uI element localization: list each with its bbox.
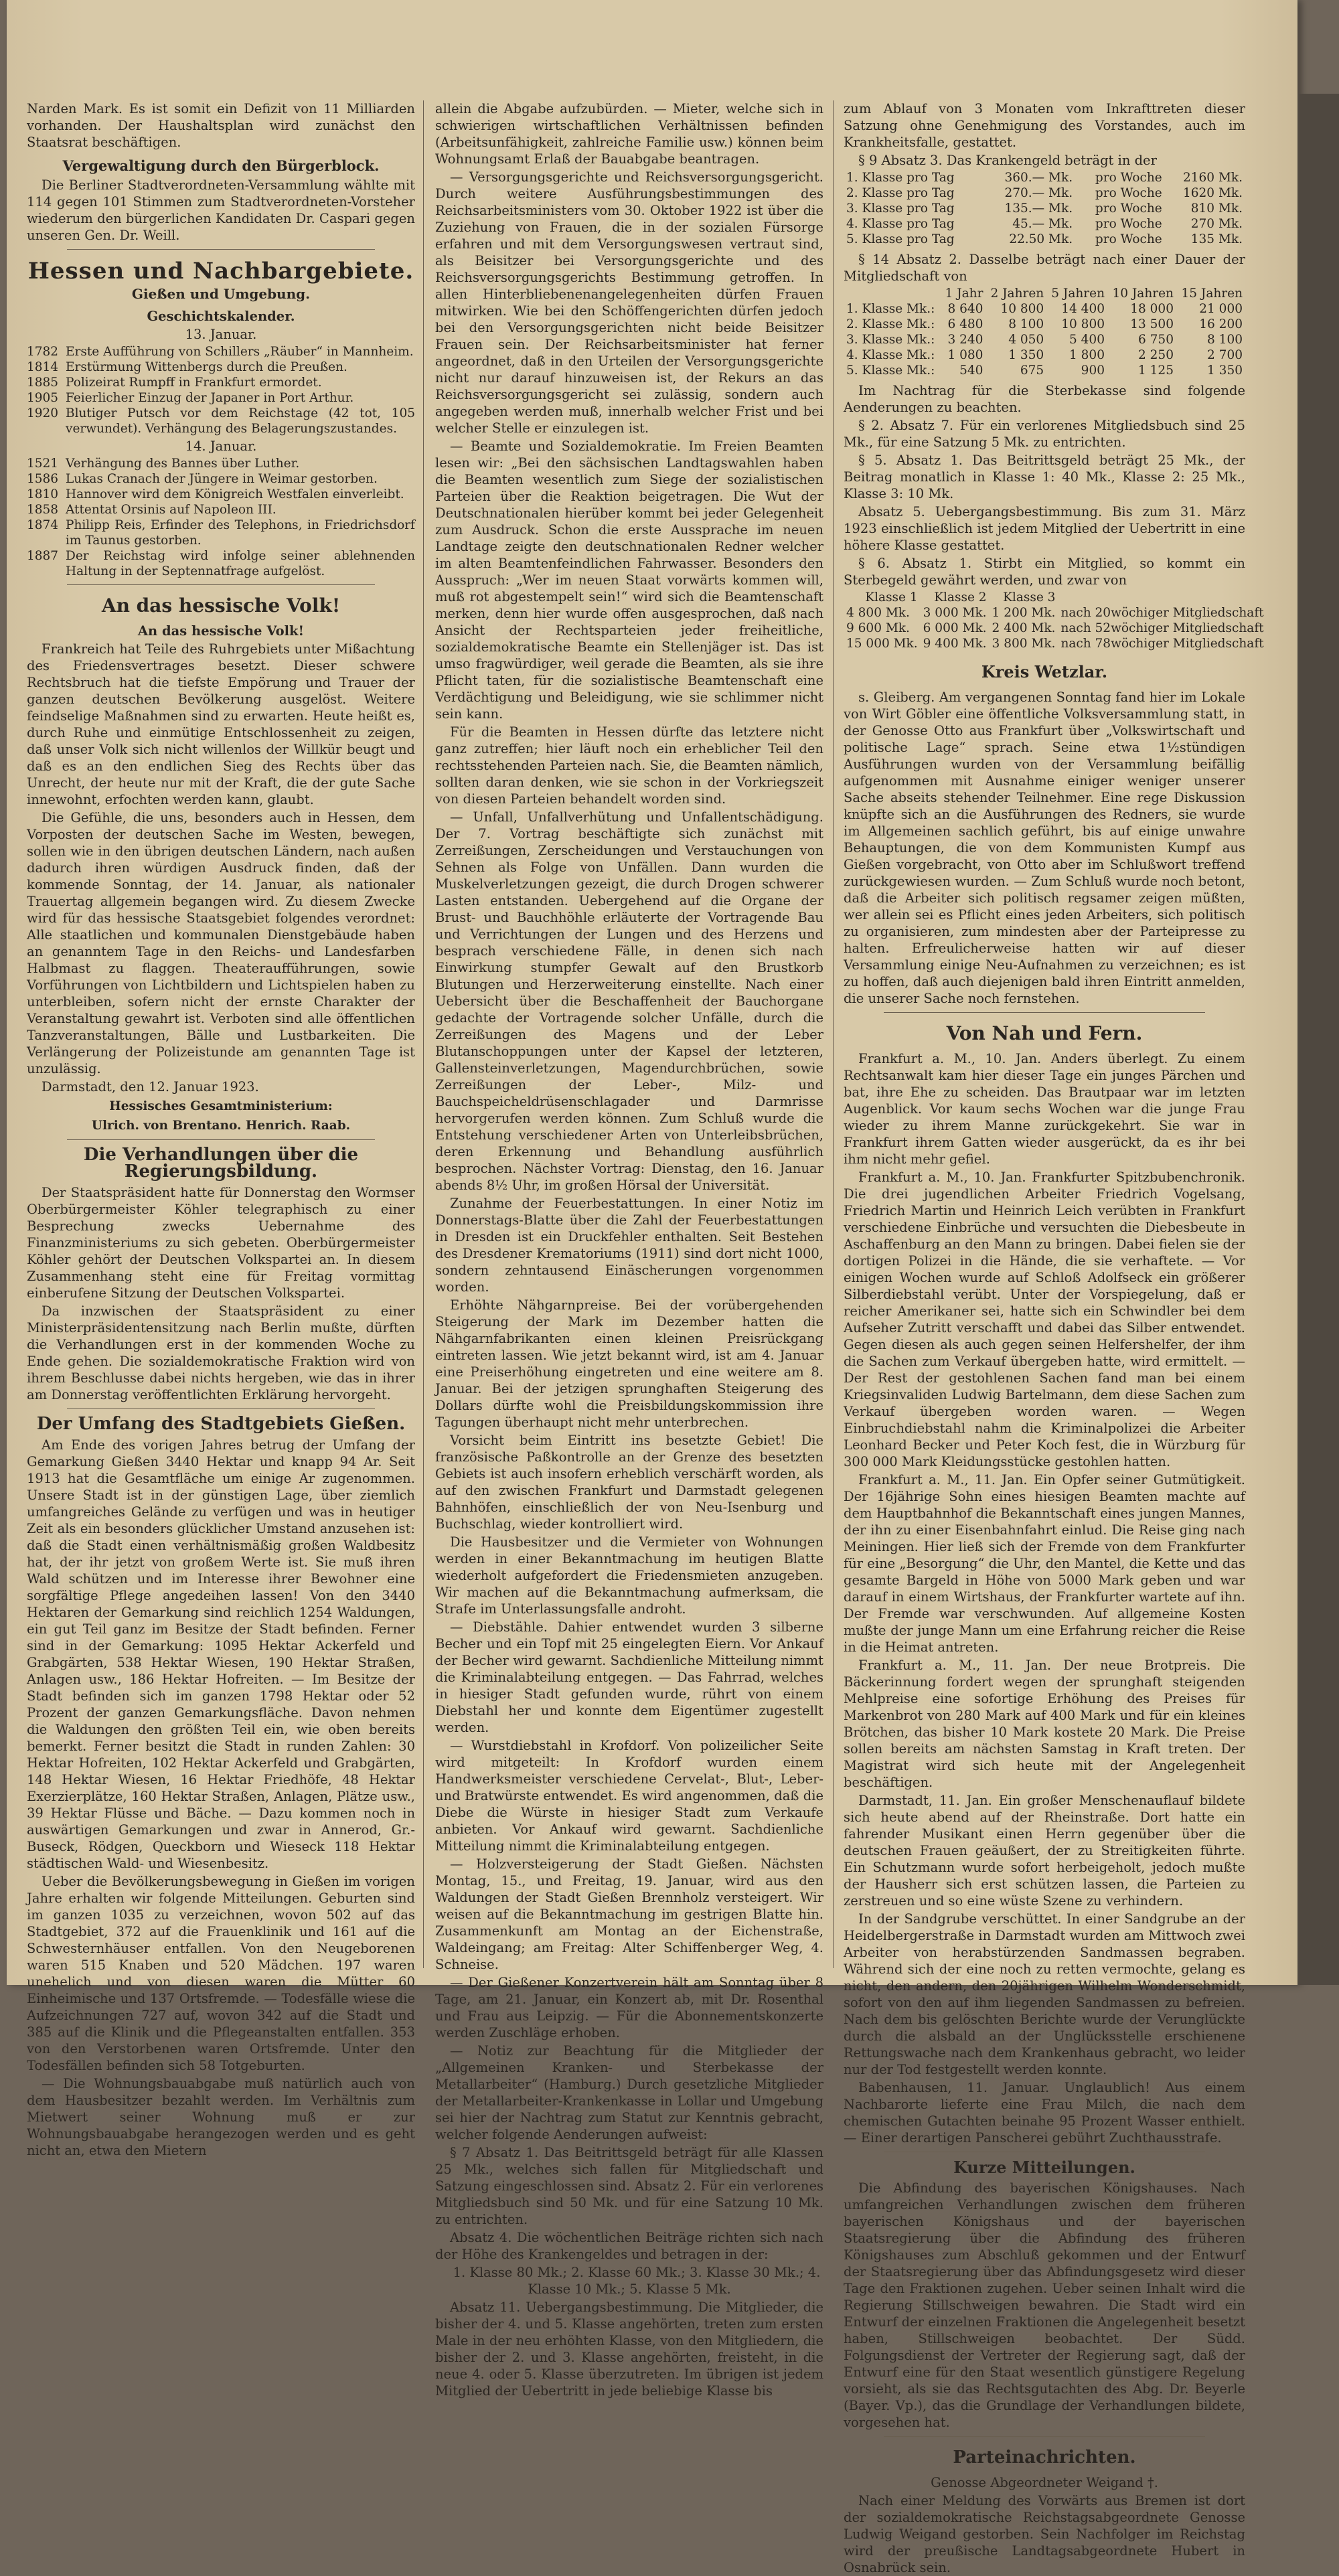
column-rule <box>423 100 424 1968</box>
subheading-weigand: Genosse Abgeordneter Weigand †. <box>931 2475 1158 2490</box>
staffel-table <box>844 286 1245 378</box>
text-c2-16: Absatz 4. Die wöchentlichen Beiträge richten sich nach der Höhe des Krankengeldes und betragen in der: <box>435 2230 823 2262</box>
table-cell: 10 800 <box>1061 317 1105 331</box>
table-header-cell <box>1058 590 1266 605</box>
calendar-event: Lukas Cranach der Jüngere in Weimar gestorben. <box>66 472 378 486</box>
table-cell: 3 000 Mk. <box>923 606 987 620</box>
table-row <box>844 170 1245 185</box>
text-c2-1: allein die Abgabe aufzubürden. — Mieter, welche sich in schwierigen wirtschaftlichen Verhältnissen befinden (Arbeitsunfähigkeit, zahlreiche Familie usw.) können beim Wohnungsamt Erlaß der Bauabgabe beantragen. <box>435 101 823 167</box>
text-c3-4: Im Nachtrag für die Sterbekasse sind folgende Aenderungen zu beachten. <box>844 383 1245 415</box>
text-buergerblock: Die Berliner Stadtverordneten-Versammlung wählte mit 114 gegen 101 Stimmen zum Stadtverordneten-Vorsteher wiederum den bürgerlichen Kandidaten Dr. Caspari gegen unseren Gen. Dr. Weill. <box>27 177 415 243</box>
table-cell: 1. Klasse pro Tag <box>846 171 955 185</box>
text-c3-1: zum Ablauf von 3 Monaten vom Inkrafttreten dieser Satzung ohne Genehmigung des Vorstandes, auch im Krankheitsfalle, gestattet. <box>844 101 1245 150</box>
table-header-row <box>844 590 1267 605</box>
divider <box>67 584 375 585</box>
calendar-event: Polizeirat Rumpff in Frankfurt ermordet. <box>66 376 322 390</box>
calendar-event: Blutiger Putsch vor dem Reichstage (42 tot, 105 verwundet). Verhängung des Belagerungszustandes. <box>66 406 415 436</box>
heading-hessisches-volk: An das hessische Volk! <box>101 594 341 617</box>
table-cell: 22.50 Mk. <box>1009 232 1073 246</box>
table-cell: 8 100 <box>1207 333 1243 347</box>
divider <box>884 1012 1205 1013</box>
text-stadt-1: Am Ende des vorigen Jahres betrug der Umfang der Gemarkung Gießen 3440 Hektar und knapp 94 Ar. Seit 1913 hat die Gesamtfläche um einige Ar zugenommen. Unsere Stadt ist in der günstigen Lage, über ziemlich umfangreiches Gelände zu verfügen und was in heutiger Zeit als ein besonders glücklicher Umstand anzusehen ist: daß die Stadt einen verhältnismäßig großen Waldbesitz hat, der ihr jetzt von großem Werte ist. Sie muß ihren Wald schützen und im Interesse ihrer Bewohner eine sorgfältige Pflege angedeihen lassen! Von den 3440 Hektaren der Gemarkung sind reichlich 1254 Waldungen, ein gut Teil ganz im Besitze der Stadt befinden. Ferner sind in der Gemarkung: 1095 Hektar Ackerfeld und Grabgärten, 538 Hektar Wiesen, 190 Hektar Straßen, Anlagen usw., 186 Hektar Hofreiten. — Im Besitze der Stadt befinden sich im ganzen 1798 Hektar oder 52 Prozent der ganzen Gemarkungsfläche. Davon nehmen die Waldungen den größten Teil ein, wie oben bereits bemerkt. Ferner besitzt die Stadt in runden Zahlen: 30 Hektar Hofreiten, 102 Hektar Ackerfeld und Grabgärten, 148 Hektar Wiesen, 16 Hektar Friedhöfe, 48 Hektar Exerzierplätze, 160 Hektar Straßen, Anlagen, Plätze usw., 39 Hektar Flüsse und Bäche. — Dazu kommen noch in auswärtigen Gemarkungen und zwar in Annerod, Gr.-Buseck, Rödgen, Queckborn und Wieseck 118 Hektar städtischen Wald- und Wiesenbesitz. <box>27 1437 415 1871</box>
text-c3-7: Absatz 5. Uebergangsbestimmung. Bis zum 31. März 1923 einschließlich ist jedem Mitglied der Uebertritt in eine höhere Klasse gestattet. <box>844 504 1245 553</box>
text-partei: Nach einer Meldung des Vorwärts aus Bremen ist dort der sozialdemokratische Reichstagsabgeordnete Genosse Ludwig Weigand gestorben. Sein Nachfolger im Reichstag wird der preußische Landtagsabgeordnete Hubert in Osnabrück sein. <box>844 2493 1245 2575</box>
table-cell: 5 400 <box>1069 333 1105 347</box>
table-row <box>844 332 1245 347</box>
heading-regierungsbildung: Die Verhandlungen über die Regierungsbildung. <box>83 1145 359 1182</box>
signature-ministerium: Hessisches Gesamtministerium: <box>109 1099 333 1113</box>
calendar-year: 1885 <box>27 376 59 390</box>
table-cell: pro Woche <box>1095 171 1162 185</box>
table-cell: pro Woche <box>1095 232 1162 246</box>
divider <box>67 1139 375 1140</box>
table-row <box>844 216 1245 232</box>
table-cell: 6 750 <box>1138 333 1174 347</box>
table-cell: 13 500 <box>1130 317 1174 331</box>
table-row <box>844 621 1267 636</box>
table-cell: 3. Klasse Mk.: <box>846 333 935 347</box>
table-cell: 3 800 Mk. <box>992 637 1056 651</box>
table-cell: 4. Klasse Mk.: <box>846 348 935 362</box>
calendar-year: 1586 <box>27 472 59 486</box>
table-cell: nach 20wöchiger Mitgliedschaft <box>1060 606 1264 620</box>
sterbegeld-table <box>844 590 1267 651</box>
calendar-event: Verhängung des Bannes über Luther. <box>66 457 300 471</box>
column-1 <box>27 100 415 2158</box>
calendar-event: Der Reichstag wird infolge seiner ablehnenden Haltung in der Septennatfrage aufgelöst. <box>66 549 415 578</box>
table-cell: nach 78wöchiger Mitgliedschaft <box>1060 637 1264 651</box>
text-stadt-2: Ueber die Bevölkerungsbewegung in Gießen im vorigen Jahre erhalten wir folgende Mitteilungen. Geburten sind im ganzen 1035 zu verzeichnen, wovon 502 auf das Stadtgebiet, 372 auf die Frauenklinik und 161 auf die Schwesternhäuser entfallen. Von den Neugeborenen waren 515 Knaben und 520 Mädchen. 197 waren unehelich und von diesen waren die Mütter 60 Einheimische und 137 Ortsfremde. — Todesfälle wiese die Aufzeichnungen 727 auf, wovon 342 auf die Stadt und 385 auf die Klinik und die Pflegeanstalten entfallen. 353 von den Verstorbenen waren Ortsfremde. Unter den Todesfällen befinden sich 58 Totgeburten. <box>27 1874 415 2073</box>
text-volk-1: Frankreich hat Teile des Ruhrgebiets unter Mißachtung des Friedensvertrages besetzt. Dieser schwere Rechtsbruch hat die tiefste Empörung und Trauer der ganzen deutschen Bevölkerung ausgelöst. Weitere feindselige Maßnahmen sind zu erwarten. Heute heißt es, durch Ruhe und einmütige Entschlossenheit zu zeigen, daß unser Volk sich nicht willenlos der Willkür beugt und daß es an den endlichen Sieg des Rechts über das Unrecht, der heute nur mit der Kraft, die der gute Sache innewohnt, erfochten werden kann, glaubt. <box>27 641 415 807</box>
divider <box>67 249 375 250</box>
table-header-row <box>844 286 1245 301</box>
heading-stadtgebiet: Der Umfang des Stadtgebiets Gießen. <box>36 1414 406 1434</box>
calendar-entry <box>27 359 415 375</box>
calendar-entry <box>27 344 415 359</box>
table-cell: 6 480 <box>947 317 983 331</box>
heading-nah-und-fern: Von Nah und Fern. <box>946 1022 1143 1044</box>
table-cell: 8 640 <box>947 302 983 316</box>
table-row <box>844 317 1245 332</box>
text-stadt-3: — Die Wohnungsbauabgabe muß natürlich auch von dem Hausbesitzer bezahlt werden. Im Verhältnis zum Mietwert seiner Wohnung muß er zur Wohnungsbauabgabe herangezogen werden und es geht nicht an, etwa den Mietern <box>27 2076 415 2158</box>
table-cell: 135.— Mk. <box>1004 202 1073 216</box>
table-cell: 16 200 <box>1199 317 1243 331</box>
table-cell: 2. Klasse Mk.: <box>846 317 935 331</box>
table-cell: pro Woche <box>1095 202 1162 216</box>
calendar-entry <box>27 375 415 390</box>
table-header-cell: 1 Jahr <box>945 287 983 301</box>
text-regierung-2: Da inzwischen der Staatspräsident zu einer Ministerpräsidentensitzung nach Berlin mußte, dürften die Verhandlungen erst in der kommenden Woche zu Ende gehen. Die sozialdemokratische Fraktion wird von ihrem Beschlusse dabei nichts hergeben, wie das in ihrer am Donnerstag veröffentlichten Erklärung hervorgeht. <box>27 1303 415 1402</box>
calendar-entry <box>27 390 415 406</box>
section-title-hessen: Hessen und Nachbargebiete. <box>27 258 414 285</box>
table-cell: 900 <box>1081 364 1105 378</box>
heading-buergerblock: Vergewaltigung durch den Bürgerblock. <box>62 157 380 174</box>
krankengeld-table <box>844 170 1245 247</box>
calendar-year: 1887 <box>27 549 59 563</box>
table-header-cell <box>844 286 941 301</box>
table-cell: 45.— Mk. <box>1012 217 1073 231</box>
table-header-cell: Klasse 3 <box>1003 590 1056 605</box>
table-cell: 2. Klasse pro Tag <box>846 186 955 200</box>
table-cell: 270.— Mk. <box>1004 186 1073 200</box>
heading-kurze-mitteilungen: Kurze Mitteilungen. <box>953 2158 1135 2177</box>
calendar-entry <box>27 517 415 548</box>
table-cell: 675 <box>1020 364 1044 378</box>
calendar-year: 1905 <box>27 391 59 405</box>
text-c3-6: § 5. Absatz 1. Das Beitrittsgeld beträgt 25 Mk., der Beitrag monatlich in Klasse 1: 40 Mk., Klasse 2: 25 Mk., Klasse 3: 10 Mk. <box>844 453 1245 501</box>
column-rule <box>833 100 834 1968</box>
text-c2-12: — Holzversteigerung der Stadt Gießen. Nächsten Montag, 15., und Freitag, 19. Januar, wird aus den Waldungen der Stadt Gießen Brennholz versteigert. Wir weisen auf die Bekanntmachung im gestrigen Blatte hin. Zusammenkunft am Montag an der Eichenstraße, Waldeingang; am Freitag: Alter Schiffenberger Weg, 4. Schneise. <box>435 1856 823 1972</box>
calendar-entry <box>27 406 415 436</box>
text-fern-5: Darmstadt, 11. Jan. Ein großer Menschenauflauf bildete sich heute abend auf der Rheinstraße. Dort hatte ein fahrender Musikant einen Herrn gegenüber über die deutschen Frauen geäußert, der zu Streitigkeiten führte. Ein Schutzmann wurde sofort herbeigeholt, jedoch mußte der Hausherr sich erst schützen lassen, die Parteien zu zerstreuen und so eine wüste Szene zu verhindern. <box>844 1793 1245 1909</box>
calendar-year: 1920 <box>27 406 59 420</box>
table-cell: nach 52wöchiger Mitgliedschaft <box>1060 621 1264 635</box>
table-cell: 18 000 <box>1130 302 1174 316</box>
table-header-cell: 5 Jahren <box>1051 287 1105 301</box>
calendar-event: Hannover wird dem Königreich Westfalen einverleibt. <box>66 487 404 501</box>
calendar-event: Attentat Orsinis auf Napoleon III. <box>66 503 277 517</box>
table-row <box>844 363 1245 378</box>
signature-names: Ulrich. von Brentano. Henrich. Raab. <box>91 1119 351 1133</box>
calendar-event: Philipp Reis, Erfinder des Telephons, in Friedrichsdorf im Taunus gestorben. <box>66 518 415 548</box>
calendar-year: 1810 <box>27 487 59 501</box>
text-kurz: Die Abfindung des bayerischen Königshauses. Nach umfangreichen Verhandlungen zwischen dem früheren bayerischen Königshaus und der bayerischen Staatsregierung über die Abfindung des früheren Königshauses zum Abschluß gekommen und der Entwurf der Staatsregierung über das Abfindungsgesetz wird dieser Tage den Fraktionen zugehen. Ueber seinen Inhalt wird die Regierung Stillschweigen bewahren. Die Stadt wird ein Entwurf der einzelnen Fraktionen die Angelegenheit besetzt haben, Stillschweigen beobachtet. Der Südd. Folgungsdienst der Vertreter der Regierung sagt, daß der Entwurf eine für den Staat wesentlich günstigere Regelung vorsieht, als sie das Rechtsgutachten des Abg. Dr. Beyerle (Bayer. Vp.), das die Grundlage der Verhandlungen bildete, vorgesehen hat. <box>844 2180 1245 2430</box>
table-cell: 270 Mk. <box>1190 217 1243 231</box>
table-row <box>844 636 1267 651</box>
text-c3-8: § 6. Absatz 1. Stirbt ein Mitglied, so kommt ein Sterbegeld gewährt werden, und zwar von <box>844 556 1245 588</box>
calendar-list-2 <box>27 456 415 579</box>
text-c2-11: — Wurstdiebstahl in Krofdorf. Von polizeilicher Seite wird mitgeteilt: In Krofdorf wurden einem Handwerksmeister verschiedene Cervelat-, Blut-, Leber- und Bratwürste entwendet. Es wird angenommen, daß die Diebe die Würste in hiesiger Stadt zum Verkaufe anbieten. Vor Ankauf wird gewarnt. Sachdienliche Mitteilung nimmt die Kriminalabteilung entgegen. <box>435 1738 823 1854</box>
text-regierung-1: Der Staatspräsident hatte für Donnerstag den Wormser Oberbürgermeister Köhler telegraphisch zu einer Besprechung zwecks Uebernahme des Finanzministeriums zu sich gebeten. Oberbürgermeister Köhler gehört der Deutschen Volkspartei an. In diesem Zusammenhang steht eine für Freitag vormittag einberufene Sitzung der Deutschen Volkspartei. <box>27 1185 415 1301</box>
table-cell: 2160 Mk. <box>1183 171 1243 185</box>
heading-parteinachrichten: Parteinachrichten. <box>953 2447 1136 2468</box>
table-cell: 2 700 <box>1207 348 1243 362</box>
table-cell: 15 000 Mk. <box>846 637 918 651</box>
text-c2-17: 1. Klasse 80 Mk.; 2. Klasse 60 Mk.; 3. Klasse 30 Mk.; 4. Klasse 10 Mk.; 5. Klasse 5 Mk. <box>453 2265 821 2297</box>
table-cell: 2 400 Mk. <box>992 621 1056 635</box>
text-c2-10: — Diebstähle. Dahier entwendet wurden 3 silberne Becher und ein Topf mit 25 eingelegten Eiern. Vor Ankauf der Becher wird gewarnt. Sachdienliche Mitteilung nimmt die Kriminalabteilung entgegen. — Das Fahrrad, welches in hiesiger Stadt gefunden wurde, rührt von einem Diebstahl her und konnte dem Eigentümer zugestellt werden. <box>435 1619 823 1735</box>
table-cell: 8 100 <box>1008 317 1044 331</box>
text-c2-4: Für die Beamten in Hessen dürfte das letztere nicht ganz zutreffen; hier läuft noch ein erheblicher Teil den rechtsstehenden Parteien nach. Sie, die Beamten nämlich, sollten daran denken, wie sie schon in der Vorkriegszeit von diesen Parteien behandelt worden sind. <box>435 724 823 807</box>
table-row <box>844 605 1267 621</box>
table-cell: 21 000 <box>1199 302 1243 316</box>
calendar-event: Erstürmung Wittenbergs durch die Preußen. <box>66 360 347 374</box>
calendar-year: 1874 <box>27 518 59 532</box>
text-fern-3: Frankfurt a. M., 11. Jan. Ein Opfer seiner Gutmütigkeit. Der 16jährige Sohn eines hiesigen Beamten machte auf dem Hauptbahnhof die Bekanntschaft eines jungen Mannes, der ihn zu einer Eisenbahnfahrt einlud. Die Reise ging nach Meiningen. Hier ließ sich der Fremde von dem Frankfurter für eine „Besorgung“ die Uhr, den Mantel, die Kette und das gesamte Bargeld in Höhe von 5000 Mark geben und war darauf in einem Wirtshaus, der Frankfurter wartete auf ihn. Der Fremde war verschwunden. Auf allgemeine Kosten mußte der junge Mann um eine Erfahrung reicher die Reise in die Heimat antreten. <box>844 1472 1245 1655</box>
calendar-year: 1858 <box>27 503 59 517</box>
text-c2-6: Zunahme der Feuerbestattungen. In einer Notiz im Donnerstags-Blatte über die Zahl der Feuerbestattungen in Dresden ist ein Druckfehler enthalten. Seit Bestehen des Dresdener Krematoriums (1911) sind dort nicht 1000, sondern zehntausend Einäscherungen vorgenommen worden. <box>435 1196 823 1295</box>
calendar-entry <box>27 548 415 579</box>
divider <box>67 1408 375 1409</box>
table-cell: pro Woche <box>1095 186 1162 200</box>
text-c2-14: — Notiz zur Beachtung für die Mitglieder der „Allgemeinen Kranken- und Sterbekasse der Metallarbeiter“ (Hamburg.) Durch gesetzliche Mitglieder der Metallarbeiter-Krankenkasse in Lollar und Umgebung sei hier der Nachtrag zum Statut zur Kenntnis gebracht, welcher folgende Aenderungen aufweist: <box>435 2043 823 2142</box>
table-cell: 5. Klasse pro Tag <box>846 232 955 246</box>
table-cell: 6 000 Mk. <box>923 621 987 635</box>
column-3 <box>844 100 1264 2575</box>
table-cell: 5. Klasse Mk.: <box>846 364 935 378</box>
text-volk-2: Die Gefühle, die uns, besonders auch in Hessen, dem Vorposten der deutschen Sache im Westen, bewegen, sollen wie in den übrigen deutschen Ländern, nach außen dadurch ihren würdigen Ausdruck finden, daß der kommende Sonntag, der 14. Januar, als nationaler Trauertag allgemein begangen wird. Zu diesem Zwecke wird für das hessische Staatsgebiet folgendes verordnet: Alle staatlichen und kommunalen Dienstgebäude haben an genanntem Tage in den Reichs- und Landesfarben Halbmast zu flaggen. Theateraufführungen, sowie Vorführungen von Lichtbildern und Lichtspielen haben zu unterbleiben, sofern nicht der ernste Charakter der Veranstaltung gewahrt ist. Verboten sind alle öffentlichen Tanzveranstaltungen, Bälle und Lustbarkeiten. Die Verlängerung der Polizeistunde am genannten Tage ist unzulässig. <box>27 810 415 1076</box>
calendar-entry <box>27 471 415 487</box>
background-edge <box>1297 94 1339 1985</box>
table-header-cell: 10 Jahren <box>1112 287 1174 301</box>
table-row <box>844 232 1245 247</box>
text-volk-date: Darmstadt, den 12. Januar 1923. <box>42 1079 259 1095</box>
table-cell: 1620 Mk. <box>1183 186 1243 200</box>
table-header-cell: 2 Jahren <box>990 287 1044 301</box>
text-c3-3: § 14 Absatz 2. Dasselbe beträgt nach einer Dauer der Mitgliedschaft von <box>844 252 1245 284</box>
table-cell: 540 <box>959 364 983 378</box>
text-c2-2: — Versorgungsgerichte und Reichsversorgungsgericht. Durch weitere Ausführungsbestimmungen des Reichsarbeitsministers vom 30. Oktober 1922 ist über die Zuziehung von Frauen, die in der sozialen Fürsorge erfahren und mit dem Versorgungswesen vertraut sind, als Beisitzer bei Versorgungsgerichte und des Reichsversorgungsgerichts Bestimmung getroffen. In allen Hinterbliebenenangelegenheiten dürfen Frauen mitwirken. Wie bei den Schöffengerichten dürfen jedoch bei den Versorgungsgerichten nicht beide Beisitzer Frauen sein. Der Reichsarbeitsminister hat ferner angeordnet, daß in den Urteilen der Versorgungsgerichte nicht nur darauf hinzuweisen ist, der Rekurs an das Reichsversorgungsgericht sei zulässig, sondern auch angegeben werden muß, innerhalb welcher Frist und bei welcher Stelle er einzulegen ist. <box>435 169 823 436</box>
table-cell: pro Woche <box>1095 217 1162 231</box>
table-cell: 3. Klasse pro Tag <box>846 202 955 216</box>
calendar-date-1: 13. Januar. <box>185 327 257 342</box>
table-cell: 1 800 <box>1069 348 1105 362</box>
table-cell: 4. Klasse pro Tag <box>846 217 955 231</box>
calendar-list-1 <box>27 344 415 436</box>
text-c2-9: Die Hausbesitzer und die Vermieter von Wohnungen werden in einer Bekanntmachung im heutigen Blatte wiederholt aufgefordert die Friedensmieten anzugeben. Wir machen auf die Bekanntmachung aufmerksam, die Strafe im Unterlassungsfalle androht. <box>435 1534 823 1617</box>
calendar-event: Feierlicher Einzug der Japaner in Port Arthur. <box>66 391 354 405</box>
table-cell: 4 800 Mk. <box>846 606 910 620</box>
text-fern-7: Babenhausen, 11. Januar. Unglaublich! Aus einem Nachbarorte lieferte eine Frau Milch, die nach dem chemischen Gutachten beinahe 95 Prozent Wasser enthielt. — Einer derartigen Panscherei gebührt Zuchthausstrafe. <box>844 2080 1245 2146</box>
calendar-entry <box>27 502 415 517</box>
text-fern-4: Frankfurt a. M., 11. Jan. Der neue Brotpreis. Die Bäckerinnung fordert wegen der sprunghaft steigenden Mehlpreise eine sofortige Erhöhung des Preises für Markenbrot von 280 Mark auf 400 Mark und für ein kleines Brötchen, das bisher 10 Mark kostete 20 Mark. Die Preise sollen bereits am nächsten Samstag in Kraft treten. Der Magistrat wird sich heute mit der Angelegenheit beschäftigen. <box>844 1658 1245 1790</box>
calendar-date-2: 14. Januar. <box>185 438 257 454</box>
table-cell: 2 250 <box>1138 348 1174 362</box>
intro-text: Narden Mark. Es ist somit ein Defizit von 11 Milliarden vorhanden. Der Haushaltsplan wird zunächst den Staatsrat beschäftigen. <box>27 101 415 150</box>
text-c3-2: § 9 Absatz 3. Das Krankengeld beträgt in der <box>858 153 1157 168</box>
text-wetzlar: s. Gleiberg. Am vergangenen Sonntag fand hier im Lokale von Wirt Göbler eine öffentliche Volksversammlung statt, in der Genosse Otto aus Frankfurt über „Volkswirtschaft und politische Lage“ sprach. Seine etwa 1½stündigen Ausführungen wurden von der Versammlung beifällig aufgenommen mit Ausnahme einiger weniger unserer Sache abseits stehender Teilnehmer. Eine rege Diskussion knüpfte sich an die Ausführungen des Redners, sie wurde im Allgemeinen sachlich geführt, bis auf einige unwahre Behauptungen, die von dem Kommunisten Kumpf aus Gießen vorgebracht, von Otto aber im Schlußwort treffend zurückgewiesen wurden. — Zum Schluß wurde noch betont, daß die Arbeiter sich politisch regsamer zeigen müßten, wer allein sei es Pflicht eines jeden Arbeiters, sich politisch zu organisieren, zum mindesten aber der Parteipresse zu halten. Erfreulicherweise hatten wir auf dieser Versammlung einige Neu-Aufnahmen zu verzeichnen; es ist zu hoffen, daß auch diejenigen bald ihren Eintritt anmelden, die unserer Sache noch fernstehen. <box>844 690 1245 1006</box>
calendar-event: Erste Aufführung von Schillers „Räuber“ in Mannheim. <box>66 345 414 359</box>
heading-geschichtskalender: Geschichtskalender. <box>147 309 295 324</box>
text-fern-6: In der Sandgrube verschüttet. In einer Sandgrube an der Heidelbergerstraße in Darmstadt wurden am Mittwoch zwei Arbeiter von herabstürzenden Sandmassen begraben. Während sich der eine noch zu retten vermochte, gelang es nicht, den andern, den 20jährigen Wilhelm Wonderschmidt, sofort von den auf ihm liegenden Sandmassen zu befreien. Nach dem bis gelöschten Berichte wurde der Verunglückte durch die alsbald an der Unglücksstelle erschienene Rettungswache nach dem Krankenhaus gebracht, wo leider nur der Tod festgestellt werden konnte. <box>844 1911 1245 2077</box>
table-cell: 135 Mk. <box>1190 232 1243 246</box>
table-row <box>844 347 1245 363</box>
calendar-entry <box>27 487 415 502</box>
text-fern-1: Frankfurt a. M., 10. Jan. Anders überlegt. Zu einem Rechtsanwalt kam hier dieser Tage ein junges Pärchen und bat, ihre Ehe zu scheiden. Das Brautpaar war im letzten Augenblick. Vor kaum sechs Wochen war die junge Frau wieder zu ihrem Manne zurückgekehrt. Sie war in Frankfurt ihrem Gatten wieder ausgerückt, da es ihr bei ihm nicht mehr gefiel. <box>844 1051 1245 1167</box>
table-cell: 9 400 Mk. <box>923 637 987 651</box>
table-cell: 10 800 <box>1000 302 1044 316</box>
table-cell: 14 400 <box>1061 302 1105 316</box>
table-cell: 4 050 <box>1008 333 1044 347</box>
table-row <box>844 301 1245 317</box>
table-cell: 1 350 <box>1008 348 1044 362</box>
text-fern-2: Frankfurt a. M., 10. Jan. Frankfurter Spitzbubenchronik. Die drei jugendlichen Arbeiter Friedrich Vogelsang, Friedrich Martin und Heinrich Leich verübten in Frankfurt verschiedene Einbrüche und versuchten die Diebesbeute in Aschaffenburg an den Mann zu bringen. Dabei fielen sie der dortigen Polizei in die Hände, die sie verhaftete. — Vor einigen Wochen wurde auf Schloß Adolfseck ein größerer Silberdiebstahl verübt. Unter der Vorspiegelung, daß er reicher Amerikaner sei, hatte sich ein Schwindler bei dem Aufseher Zutritt verschafft und dabei das Silber entwendet. Gegen diesen als auch gegen seinen Helfershelfer, der ihm die Sachen zum Verkauf übergeben hatte, wird ermittelt. — Der Rest der gestohlenen Sachen fand man bei einem Kriegsinvaliden Ludwig Bartelmann, dem diese Sachen zum Verkauf übergeben worden waren. — Wegen Einbruchdiebstahl nahm die Kriminalpolizei die Arbeiter Leonhard Becker und Peter Koch fest, die in Würzburg für 300 000 Mark Kleidungsstücke gestohlen hatten. <box>844 1170 1245 1469</box>
table-cell: 1 350 <box>1207 364 1243 378</box>
column-2 <box>435 100 823 2399</box>
table-cell: 1 125 <box>1138 364 1174 378</box>
text-c2-15: § 7 Absatz 1. Das Beitrittsgeld beträgt für alle Klassen 25 Mk., welches sich fallen für Mitgliedschaft und Satzung eingeschlossen sind. Absatz 2. Für ein verlorenes Mitgliedsbuch sind 50 Mk. und für eine Satzung 10 Mk. zu entrichten. <box>435 2145 823 2227</box>
table-cell: 9 600 Mk. <box>846 621 910 635</box>
calendar-year: 1521 <box>27 457 59 471</box>
text-c2-7: Erhöhte Nähgarnpreise. Bei der vorübergehenden Steigerung der Mark im Dezember hatten die Nähgarnfabrikanten einen kleinen Preisrückgang eintreten lassen. Wie jetzt bekannt wird, ist am 4. Januar eine Preiserhöhung eingetreten und eine weitere am 8. Januar. Bei der jetzigen sprunghaften Steigerung des Dollars dürfte wohl die Preisbildungskommission ihre Tagungen überhaupt nicht mehr unterbrechen. <box>435 1297 823 1430</box>
table-cell: 1 200 Mk. <box>992 606 1056 620</box>
table-cell: 360.— Mk. <box>1004 171 1073 185</box>
table-header-cell: 15 Jahren <box>1181 287 1243 301</box>
calendar-entry <box>27 456 415 471</box>
text-c2-3: — Beamte und Sozialdemokratie. Im Freien Beamten lesen wir: „Bei den sächsischen Landtagswahlen haben die Beamten wesentlich zum Siege der sozialistischen Parteien über die Reaktion beigetragen. Die Wut der Deutschnationalen hierüber kommt bei jeder Gelegenheit zum Ausdruck. Schon die erste Aussprache im neuen Landtage zeigte den deutschnationalen Redner welcher im alten Beamtenfeindlichen Fahrwasser. Besonders den Ausspruch: „Wer im neuen Staat vorwärts kommen will, muß rot abgestempelt sein!“ wird sich die Beamtenschaft merken, denn hier wurde offen ausgesprochen, daß nach Ansicht der Rechtsparteien jeder freiheitliche, sozialdemokratische Beamte ein Stellenjäger ist. Das ist umso fragwürdiger, weil gerade die Beamten, als sie ihre Pflicht taten, für die sozialistische Beamtenschaft eine Verdächtigung und Beleidigung, wie sie schlimmer nicht sein kann. <box>435 438 823 722</box>
table-cell: 1. Klasse Mk.: <box>846 302 935 316</box>
calendar-year: 1814 <box>27 360 59 374</box>
table-header-cell: Klasse 2 <box>934 590 987 605</box>
text-c3-5: § 2. Absatz 7. Für ein verlorenes Mitgliedsbuch sind 25 Mk., für eine Satzung 5 Mk. zu entrichten. <box>844 418 1245 450</box>
table-row <box>844 201 1245 216</box>
text-c2-18: Absatz 11. Uebergangsbestimmung. Die Mitglieder, die bisher der 4. und 5. Klasse angehörten, treten zum ersten Male in der neu erhöhten Klasse, von den Mitgliedern, die bisher der 2. und 3. Klasse angehörten, freisteht, in die neue 4. oder 5. Klasse überzutreten. Im übrigen ist jedem Mitglied der Uebertritt in jede beliebige Klasse bis <box>435 2300 823 2399</box>
table-cell: 810 Mk. <box>1190 202 1243 216</box>
divider <box>884 2436 1205 2437</box>
text-c2-13: — Der Gießener Konzertverein hält am Sonntag über 8 Tage, am 21. Januar, ein Konzert ab, mit Dr. Rosenthal und Frau aus Leipzig. — Für die Abonnementskonzerte werden Zuschläge erhoben. <box>435 1975 823 2040</box>
subheading-hessisches-volk: An das hessische Volk! <box>137 623 305 639</box>
heading-kreis-wetzlar: Kreis Wetzlar. <box>981 662 1108 681</box>
newspaper-page <box>7 0 1297 2575</box>
table-row <box>844 185 1245 201</box>
table-cell: 1 080 <box>947 348 983 362</box>
section-subtitle-giessen: Gießen und Umgebung. <box>131 286 311 302</box>
table-header-cell: Klasse 1 <box>865 590 918 605</box>
text-c2-8: Vorsicht beim Eintritt ins besetzte Gebiet! Die französische Paßkontrolle an der Grenze des besetzten Gebiets ist auch insofern erheblich verschärft worden, als auf den zwischen Frankfurt und Darmstadt gelegenen Bahnhöfen, einschließlich der von Neu-Isenburg und Buchschlag, wieder kontrolliert wird. <box>435 1433 823 1532</box>
table-cell: 3 240 <box>947 333 983 347</box>
calendar-year: 1782 <box>27 345 59 359</box>
text-c2-5: — Unfall, Unfallverhütung und Unfallentschädigung. Der 7. Vortrag beschäftigte sich zunächst mit Zerreißungen, Zerscheidungen und Verstauchungen von Sehnen als Folge von Unfällen. Dann wurden die Muskelverletzungen gezeigt, die durch Drogen schwerer Lasten entstanden. Uebergehend auf die Organe der Brust- und Bauchhöhle erläuterte der Vortragende Bau und Verrichtungen der Lungen und des Herzens und besprach verschiedene Fälle, in denen sich nach Einwirkung stumpfer Gewalt auf den Brustkorb Blutungen und Herzerweiterung einstellte. Nach einer Uebersicht über die Beschaffenheit der Bauchorgane gedachte der Vortragende solcher Unfälle, durch die Zerreißungen des Magens und der Leber Blutanschoppungen unter der Kapsel der letzteren, Gallensteinverletzungen, Magendurchbrüchen, sowie Zerreißungen der Leber-, Milz- und Bauchspeicheldrüsenschlagader und Darmrisse hervorgerufen werden können. Zum Schluß wurde die Entstehung verschiedener Arten von Unterleibsbrüchen, deren Erkennung und Behandlung ausführlich besprochen. Nächster Vortrag: Dienstag, den 16. Januar abends 8½ Uhr, im großen Hörsal der Universität. <box>435 809 823 1193</box>
